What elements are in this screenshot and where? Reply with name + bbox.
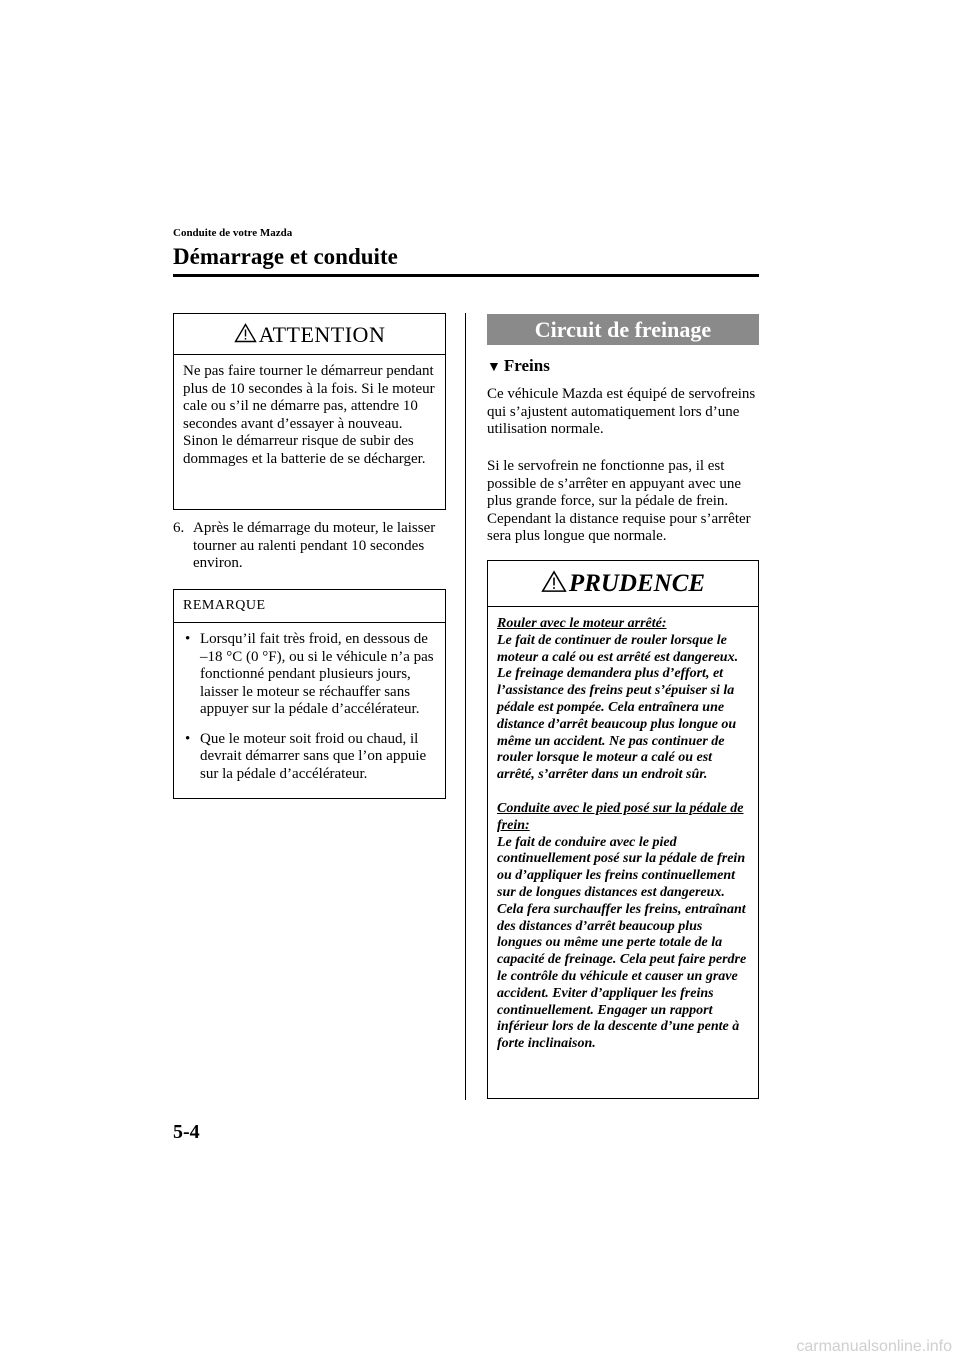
section-label: Conduite de votre Mazda [173,227,293,239]
prudence-heading-2: Conduite avec le pied posé sur la pédale de frein: [497,800,744,833]
header-rule [173,274,759,277]
list-item: • Que le moteur soit froid ou chaud, il devrait démarrer sans que l’on appuie sur la pédale d’accélérateur. [185,730,427,782]
attention-title: ATTENTION [258,322,386,347]
freins-paragraph-1: Ce véhicule Mazda est équipé de servofreins qui s’ajustent automatiquement lors d’une utilisation normale. [487,386,756,437]
remarque-box [173,589,446,799]
prudence-heading-1: Rouler avec le moteur arrêté: [497,616,667,631]
triangle-marker-icon: ▼ [487,360,501,375]
freins-paragraph-2: Si le servofrein ne fonctionne pas, il est possible de s’arrêter en appuyant avec une plus grande force, sur la pédale de frein. Cependant la distance requise pour s’arrêter sera plus longue que normale. [487,458,751,544]
freins-heading: ▼ Freins [487,356,550,375]
column-divider [465,313,466,1100]
prudence-text-2: Le fait de conduire avec le pied continuellement posé sur la pédale de frein ou d’appliquer les freins continuellement sur de longues distances est dangereux. Cela fera surchauffer les freins, entraînant des distances d’arrêt beaucoup plus longues ou même une perte totale de la capacité de freinage. Cela peut faire perdre le contrôle du véhicule et causer un grave accident. Eviter d’appliquer les freins continuellement. Engager un rapport inférieur lors de la descente d’une pente à forte inclinaison. [497,834,747,1052]
attention-header [174,314,445,355]
prudence-text-1: Le fait de continuer de rouler lorsque le moteur a calé ou est arrêté est dangereux. Le freinage demandera plus d’effort, et l’assistance des freins peut s’épuiser si la pédale est pompée. Cela entraînera une distance d’arrêt beaucoup plus longue ou même un accident. Ne pas continuer de rouler lorsque le moteur a calé ou est arrêté, s’arrêter dans un endroit sûr. [497,632,739,783]
attention-text: Ne pas faire tourner le démarreur pendant plus de 10 secondes à la fois. Si le moteur cale ou s’il ne démarre pas, attendre 10 secondes avant d’essayer à nouveau. Sinon le démarreur risque de subir des dommages et la batterie de se décharger. [183,363,435,467]
prudence-body [488,607,758,1053]
watermark: carmanualsonline.info [796,1338,952,1355]
prudence-title: PRUDENCE [568,570,706,597]
prudence-header [488,561,758,607]
chapter-title: Démarrage et conduite [173,244,398,269]
prudence-box [487,560,759,1099]
warning-triangle-icon [541,570,567,593]
bullet-icon: • [185,730,191,747]
warning-triangle-icon [234,323,257,343]
remarque-list [183,631,435,783]
circuit-de-freinage-title: Circuit de freinage [487,314,759,345]
step-6 [173,520,453,573]
list-item: • Lorsqu’il fait très froid, en dessous de –18 °C (0 °F), ou si le véhicule n’a pas fonctionné pendant plusieurs jours, laisser le moteur se réchauffer sans appuyer sur la pédale d’accélérateur. [185,631,434,717]
attention-box [173,313,446,510]
remarque-header: REMARQUE [174,590,445,623]
step-text: Après le démarrage du moteur, le laisser tourner au ralenti pendant 10 secondes environ. [193,520,436,571]
step-number: 6. [173,520,185,536]
bullet-icon: • [185,631,191,647]
page-number: 5-4 [173,1121,200,1143]
